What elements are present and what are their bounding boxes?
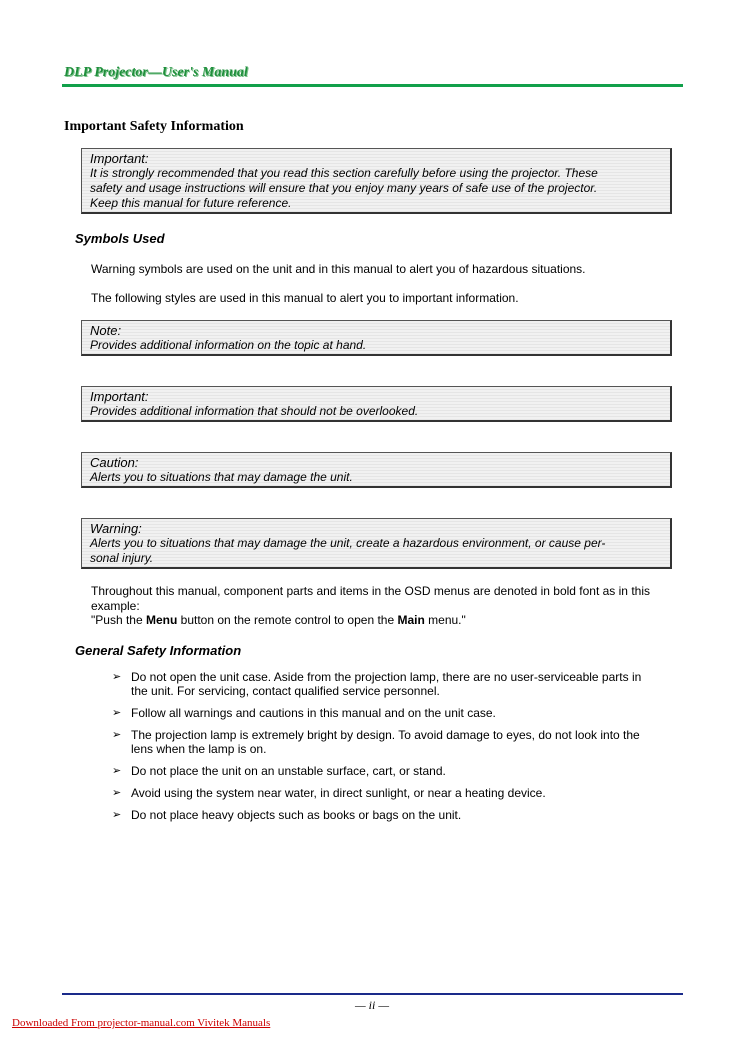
important-label: Important: — [90, 389, 149, 404]
important-intro-box — [81, 148, 672, 214]
box-line: Keep this manual for future reference. — [90, 196, 292, 210]
list-item — [112, 670, 682, 698]
list-item-line: Do not place heavy objects such as books or bags on the unit. — [131, 808, 462, 822]
general-safety-heading: General Safety Information — [75, 643, 242, 658]
caution-label: Caution: — [90, 455, 139, 470]
box-line: safety and usage instructions will ensure that you enjoy many years of safe use of the projector. — [90, 181, 598, 195]
warning-text-line: Alerts you to situations that may damage the unit, create a hazardous environment, or cause per- — [90, 536, 606, 550]
symbols-paragraph-2: The following styles are used in this manual to alert you to important information. — [91, 291, 519, 305]
caution-text: Alerts you to situations that may damage the unit. — [90, 470, 353, 484]
arrow-bullet-icon: ➢ — [112, 765, 122, 777]
list-item-line: Avoid using the system near water, in direct sunlight, or near a heating device. — [131, 786, 546, 800]
osd-line: example: — [91, 598, 140, 613]
page-number: — ii — — [354, 998, 389, 1012]
menu-bold-term: Menu — [145, 613, 178, 627]
arrow-bullet-icon: ➢ — [112, 787, 122, 799]
note-label: Note: — [90, 323, 122, 338]
list-item-line: Do not open the unit case. Aside from the projection lamp, there are no user-serviceable parts in — [131, 670, 642, 684]
header-rule — [62, 84, 683, 87]
arrow-bullet-icon: ➢ — [112, 729, 122, 741]
osd-example-text: button on the remote control to open the — [177, 613, 398, 627]
arrow-bullet-icon: ➢ — [112, 671, 122, 683]
list-item — [112, 728, 682, 756]
list-item — [112, 706, 682, 720]
download-source-link[interactable]: Downloaded From projector-manual.com Vivitek Manuals — [12, 1017, 271, 1029]
osd-line: Throughout this manual, component parts and items in the OSD menus are denoted in bold font as in this — [91, 584, 650, 598]
note-box — [81, 320, 672, 356]
important-box — [81, 386, 672, 422]
header-title: DLP Projector—User's Manual — [64, 65, 248, 80]
note-text: Provides additional information on the topic at hand. — [90, 338, 367, 352]
caution-box — [81, 452, 672, 488]
list-item — [112, 764, 682, 778]
warning-label: Warning: — [90, 521, 142, 536]
warning-text-line: sonal injury. — [90, 551, 154, 565]
list-item-line: lens when the lamp is on. — [131, 742, 267, 756]
box-label: Important: — [90, 151, 149, 166]
symbols-heading: Symbols Used — [75, 231, 165, 246]
warning-box — [81, 518, 672, 569]
arrow-bullet-icon: ➢ — [112, 809, 122, 821]
list-item-line: the unit. For servicing, contact qualified service personnel. — [131, 684, 440, 698]
section-title: Important Safety Information — [64, 119, 244, 134]
footer-rule — [62, 993, 683, 995]
osd-example-text: "Push the — [91, 613, 146, 627]
list-item-line: The projection lamp is extremely bright by design. To avoid damage to eyes, do not look into the — [131, 728, 640, 742]
list-item — [112, 786, 682, 800]
main-bold-term: Main — [397, 613, 425, 627]
osd-example-text: menu." — [424, 613, 466, 627]
osd-paragraph — [91, 584, 686, 628]
list-item — [112, 808, 682, 822]
list-item-line: Do not place the unit on an unstable surface, cart, or stand. — [131, 764, 446, 778]
box-line: It is strongly recommended that you read this section carefully before using the projector. These — [90, 166, 598, 180]
osd-example — [91, 613, 686, 628]
important-text: Provides additional information that should not be overlooked. — [90, 404, 419, 418]
list-item-line: Follow all warnings and cautions in this manual and on the unit case. — [131, 706, 496, 720]
symbols-paragraph-1: Warning symbols are used on the unit and in this manual to alert you of hazardous situations. — [91, 262, 586, 276]
arrow-bullet-icon: ➢ — [112, 707, 122, 719]
